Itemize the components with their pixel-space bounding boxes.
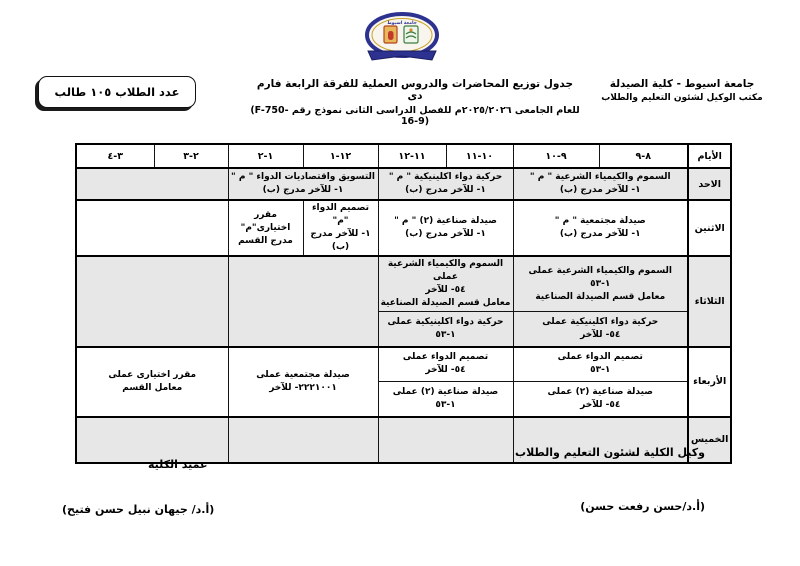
schedule-cell: [76, 200, 228, 256]
time-slot-header: ٣-٤: [76, 144, 154, 168]
schedule-cell-line: ٥٤- للآخر: [580, 329, 621, 340]
time-slot-header: ١١-١٢: [378, 144, 446, 168]
university-logo: [362, 12, 442, 68]
schedule-cell: [228, 200, 303, 256]
schedule-cell-line: تصميم الدواء عملى: [402, 352, 489, 363]
schedule-cell-line: ٥٤- للآخر: [425, 285, 466, 295]
university-logo-emblem: [362, 12, 442, 64]
schedule-cell-line: ٥٤- للآخر: [425, 365, 466, 376]
day-cell: الثلاثاء: [688, 256, 731, 347]
schedule-row: [76, 200, 731, 256]
schedule-cell-line: صيدلة صناعية (٢) عملى: [547, 386, 654, 397]
days-header-cell: الأيام: [688, 144, 731, 168]
schedule-cell-line: السموم والكيمياء الشرعية عملى: [528, 265, 672, 276]
day-cell: الأربعاء: [688, 347, 731, 417]
schedule-title-line1: جدول توزيع المحاضرات والدروس العملية للفرقة الرابعة فارم دى: [256, 78, 574, 102]
academic-year-text: للعام الجامعى ٢٠٢٥/٢٠٢٦م للفصل الدراسى الثانى نموذج رقم: [291, 105, 580, 116]
schedule-cell-line: ١- للآخر مدرج (ب): [405, 229, 486, 239]
schedule-cell-line: حركية دواء اكلينيكية عملى: [387, 316, 504, 327]
schedule-cell-line: ١- للآخر مدرج (ب): [559, 185, 641, 195]
time-slot-header: ٢-٣: [154, 144, 228, 168]
schedule-cell: [228, 256, 378, 347]
time-slot-header: ٩-١٠: [513, 144, 599, 168]
schedule-cell: [378, 200, 513, 256]
schedule-cell-line: حركية دواء اكلينيكية عملى: [542, 316, 659, 327]
schedule-cell: [378, 347, 513, 382]
vice-dean-title: وكيل الكلية لشئون التعليم والطلاب: [515, 446, 705, 459]
schedule-row: [76, 168, 731, 200]
schedule-cell-line: مقرر اختيارى"م": [240, 209, 291, 233]
schedule-cell-line: معامل القسم: [122, 382, 183, 393]
schedule-cell-line: (ب): [331, 242, 350, 252]
schedule-cell-line: السموم والكيمياء الشرعية " م ": [529, 172, 671, 182]
office-name: مكتب الوكيل لشئون التعليم والطلاب: [601, 93, 763, 103]
schedule-cell-line: صيدلة مجتمعية عملى: [256, 369, 350, 380]
schedule-cell: [513, 168, 688, 200]
university-header: [582, 78, 782, 103]
schedule-table-container: [75, 143, 732, 464]
schedule-cell: [76, 168, 228, 200]
schedule-cell-line: ١- للآخر مدرج: [310, 229, 371, 239]
schedule-cell: [513, 200, 688, 256]
schedule-cell-line: ١- للآخر مدرج (ب): [262, 185, 344, 195]
student-count-box: [38, 76, 196, 108]
schedule-cell: [378, 312, 513, 347]
student-count-label: عدد الطلاب ١٠٥ طالب: [54, 85, 180, 99]
schedule-cell-line: صيدلة صناعية (٢) عملى: [392, 386, 499, 397]
time-header-row: [76, 144, 731, 168]
dean-name: (أ.د/ جيهان نبيل حسن فتيح): [62, 503, 215, 516]
schedule-cell-line: مدرج القسم: [238, 235, 293, 246]
schedule-table-body: [76, 168, 731, 463]
schedule-cell: [513, 312, 688, 347]
schedule-title-line2: [250, 105, 580, 127]
schedule-cell-line: ١-٥٣: [435, 399, 456, 410]
schedule-cell: [228, 347, 378, 417]
schedule-cell-line: تصميم الدواء "م": [311, 203, 370, 226]
schedule-cell: [378, 382, 513, 417]
schedule-cell: [378, 168, 513, 200]
schedule-cell-line: ١-٥٣: [590, 278, 611, 289]
schedule-cell-line: ١-٥٣: [435, 329, 456, 340]
schedule-cell: [378, 417, 513, 463]
schedule-cell-line: حركية دواء اكلينيكية " م ": [388, 172, 503, 182]
vice-dean-name: (أ.د/حسن رفعت حسن): [580, 500, 705, 513]
schedule-cell-line: تصميم الدواء عملى: [557, 352, 643, 363]
svg-text:جامعة اسيوط: جامعة اسيوط: [387, 21, 417, 26]
day-cell: الاثنين: [688, 200, 731, 256]
schedule-cell-line: ١-٥٣: [590, 365, 611, 376]
schedule-table: [75, 143, 732, 464]
schedule-cell-line: ٢٢٢١٠٠١- للآخر: [269, 382, 337, 393]
schedule-cell: [76, 417, 228, 463]
schedule-cell: [228, 168, 378, 200]
logo-ribbon: [368, 51, 436, 60]
logo-arch-icon: [388, 31, 394, 40]
schedule-cell: [513, 347, 688, 382]
dean-title: عميد الكلية: [148, 458, 208, 471]
schedule-cell: [513, 256, 688, 312]
schedule-cell: [513, 382, 688, 417]
schedule-cell: [228, 417, 378, 463]
time-slot-header: ٨-٩: [599, 144, 688, 168]
schedule-row: [76, 256, 731, 312]
university-name: جامعة اسيوط - كلية الصيدلة: [609, 78, 755, 90]
schedule-cell-line: ١- للآخر مدرج (ب): [559, 229, 641, 239]
schedule-cell-line: مقرر اختيارى عملى: [108, 369, 197, 380]
schedule-cell-line: السموم والكيمياء الشرعية عملى: [387, 259, 504, 282]
schedule-cell-line: التسويق واقتصاديات الدواء " م ": [231, 172, 375, 182]
schedule-cell-line: ١- للآخر مدرج (ب): [405, 185, 486, 195]
schedule-cell-line: صيدلة صناعية (٢) " م ": [394, 216, 497, 226]
schedule-cell: [303, 200, 378, 256]
time-slot-header: ١-٢: [228, 144, 303, 168]
day-cell: الخميس: [688, 417, 731, 463]
schedule-cell-line: ٥٤- للآخر: [580, 399, 621, 410]
schedule-row: [76, 347, 731, 382]
schedule-cell: [76, 347, 228, 417]
time-slot-header: ١٠-١١: [446, 144, 513, 168]
schedule-cell-line: معامل قسم الصيدلة الصناعية: [535, 291, 666, 302]
schedule-cell-line: صيدلة مجتمعية " م ": [554, 216, 646, 226]
form-number: (F-750-16-9): [250, 105, 430, 127]
schedule-cell: [378, 256, 513, 312]
schedule-title: [250, 78, 580, 127]
day-cell: الاحد: [688, 168, 731, 200]
schedule-cell-line: معامل قسم الصيدلة الصناعية: [380, 298, 511, 308]
schedule-cell: [76, 256, 228, 347]
time-slot-header: ١٢-١: [303, 144, 378, 168]
